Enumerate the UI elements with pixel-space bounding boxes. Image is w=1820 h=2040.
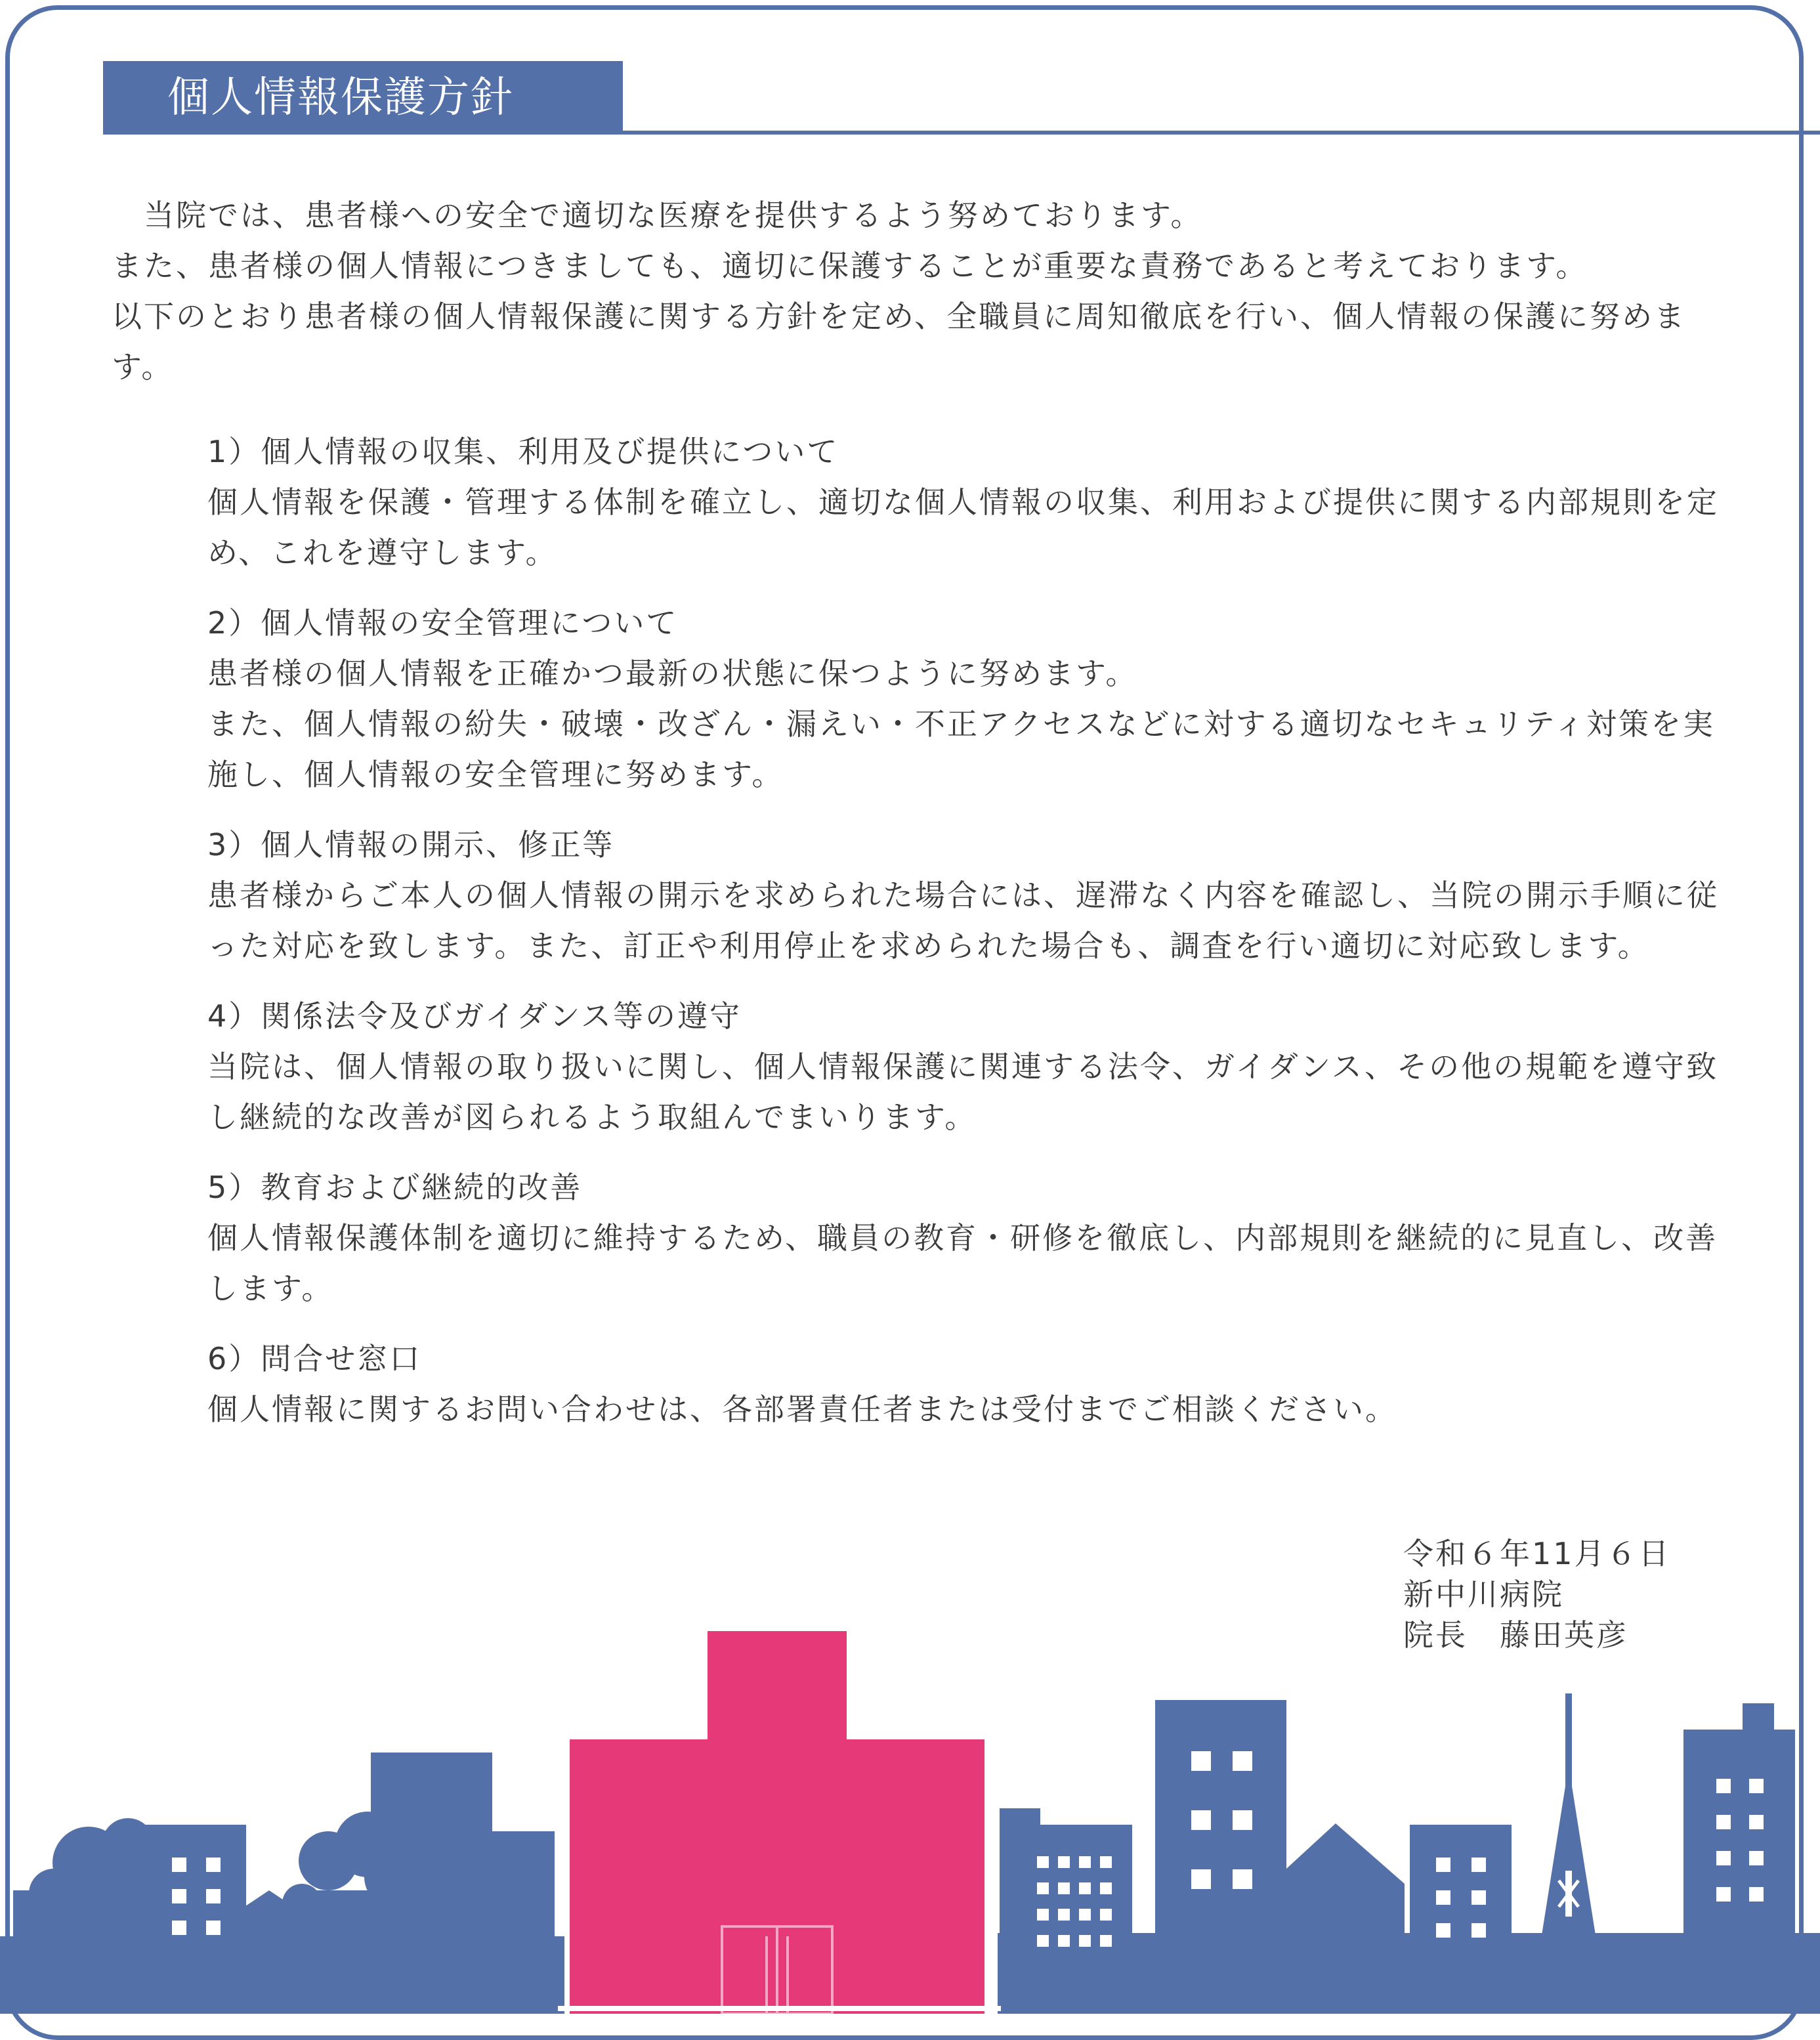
section-heading: 5）教育および継続的改善 (207, 1170, 583, 1205)
section-heading: 1）個人情報の収集、利用及び提供について (207, 434, 839, 469)
intro-line: 当院では、患者様への安全で適切な医療を提供するよう努めております。 (112, 198, 1203, 233)
section-heading: 3）個人情報の開示、修正等 (207, 827, 615, 862)
section-compliance (207, 991, 1739, 1143)
section-body: 当院は、個人情報の取り扱いに関し、個人情報保護に関連する法令、ガイダンス、その他の規範を遵守致し継続的な改善が図られるよう取組んでまいります。 (207, 1049, 1719, 1135)
section-heading: 4）関係法令及びガイダンス等の遵守 (207, 998, 742, 1034)
intro-line: また、患者様の個人情報につきましても、適切に保護することが重要な責務であると考えております。 (112, 248, 1588, 284)
intro (112, 190, 1739, 393)
section-body: 患者様の個人情報を正確かつ最新の状態に保つように努めます。 (207, 656, 1138, 691)
section-security (207, 598, 1739, 800)
title-divider (623, 131, 1820, 135)
section-disclosure (207, 820, 1739, 971)
city-skyline-illustration (0, 1575, 1820, 2014)
section-heading: 6）問合せ窓口 (207, 1341, 422, 1376)
policy-content (112, 190, 1739, 1455)
signature-director: 院長 藤田英彦 (1403, 1617, 1628, 1653)
section-collection (207, 427, 1739, 578)
page-title: 個人情報保護方針 (103, 61, 623, 135)
section-body: 患者様からご本人の個人情報の開示を求められた場合には、遅滞なく内容を確認し、当院の開示手順に従った対応を致します。また、訂正や利用停止を求められた場合も、調査を行い適切に対応致します。 (207, 878, 1719, 964)
signature-date: 令和６年11月６日 (1403, 1536, 1671, 1571)
intro-line: 以下のとおり患者様の個人情報保護に関する方針を定め、全職員に周知徹底を行い、個人情報の保護に努めます。 (112, 299, 1687, 385)
section-contact (207, 1334, 1739, 1435)
section-heading: 2）個人情報の安全管理について (207, 605, 679, 641)
section-body: 個人情報を保護・管理する体制を確立し、適切な個人情報の収集、利用および提供に関する内部規則を定め、これを遵守します。 (207, 484, 1719, 570)
signature-hospital: 新中川病院 (1403, 1577, 1564, 1612)
section-body: 個人情報に関するお問い合わせは、各部署責任者または受付までご相談ください。 (207, 1392, 1397, 1427)
section-body: 個人情報保護体制を適切に維持するため、職員の教育・研修を徹底し、内部規則を継続的に見直し、改善します。 (207, 1220, 1718, 1306)
section-body: また、個人情報の紛失・破壊・改ざん・漏えい・不正アクセスなどに対する適切なセキュリティ対策を実施し、個人情報の安全管理に努めます。 (207, 706, 1716, 792)
section-education (207, 1162, 1739, 1314)
